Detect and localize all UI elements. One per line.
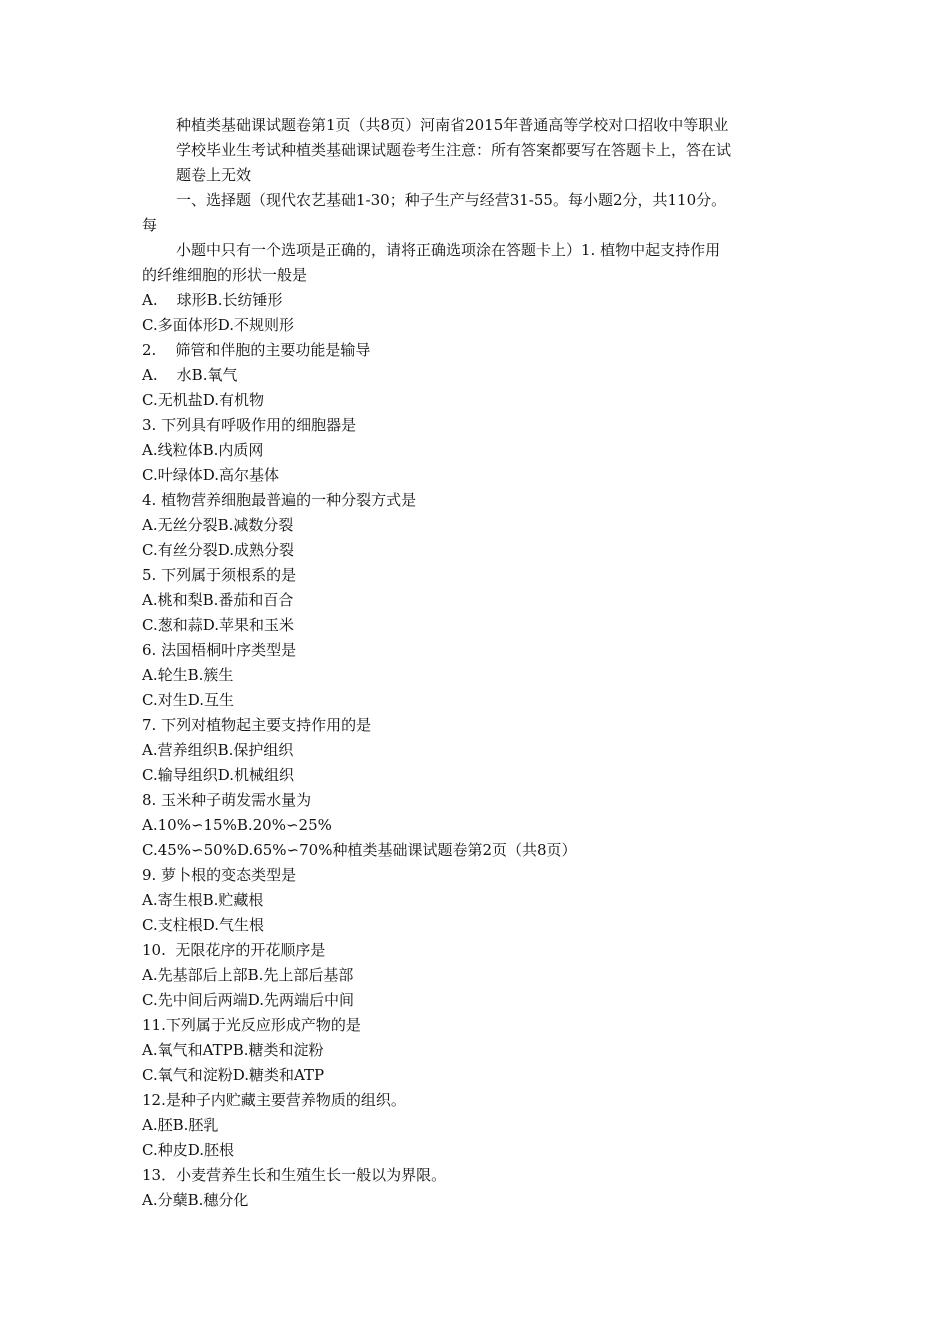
question-line: C.输导组织D.机械组织	[142, 766, 294, 784]
question-line: A.分蘖B.穗分化	[142, 1191, 249, 1209]
question-line: C.对生D.互生	[142, 691, 234, 709]
question-line: A.寄生根B.贮藏根	[142, 891, 264, 909]
document-body	[142, 188, 822, 1213]
header-line-3: 题卷上无效	[176, 166, 252, 184]
header-line-2: 学校毕业生考试种植类基础课试题卷考生注意：所有答案都要写在答题卡上，答在试	[176, 141, 732, 159]
question-line: 2. 筛管和伴胞的主要功能是输导	[142, 341, 371, 359]
question-line: C.叶绿体D.高尔基体	[142, 466, 279, 484]
question-line: A.营养组织B.保护组织	[142, 741, 294, 759]
question-line: A. 水B.氧气	[142, 366, 238, 384]
section-instruction-line-1: 一、选择题（现代农艺基础1-30；种子生产与经营31-55。每小题2分，共110分。	[176, 191, 727, 209]
question-line: C.葱和蒜D.苹果和玉米	[142, 616, 294, 634]
question-line: 11.下列属于光反应形成产物的是	[142, 1016, 361, 1034]
question-line: 8. 玉米种子萌发需水量为	[142, 791, 312, 809]
question-line: C.种皮D.胚根	[142, 1141, 234, 1159]
question-line: A.桃和梨B.番茄和百合	[142, 591, 294, 609]
question-line: C.氧气和淀粉D.糖类和ATP	[142, 1066, 325, 1084]
question-line: C.先中间后两端D.先两端后中间	[142, 991, 354, 1009]
header-line-1: 种植类基础课试题卷第1页（共8页）河南省2015年普通高等学校对口招收中等职业	[176, 116, 729, 134]
question-line: C.45%∽50%D.65%∽70%种植类基础课试题卷第2页（共8页）	[142, 841, 577, 859]
question-line: 7. 下列对植物起主要支持作用的是	[142, 716, 372, 734]
question-line: C.多面体形D.不规则形	[142, 316, 294, 334]
question-line: A.胚B.胚乳	[142, 1116, 219, 1134]
question-line: 6. 法国梧桐叶序类型是	[142, 641, 297, 659]
question-line: A.10%∽15%B.20%∽25%	[142, 816, 332, 834]
question-line: 12.是种子内贮藏主要营养物质的组织。	[142, 1091, 406, 1109]
question-line: C.无机盐D.有机物	[142, 391, 264, 409]
section-instruction-line-2: 每	[142, 216, 158, 234]
section-instruction-line-3: 小题中只有一个选项是正确的，请将正确选项涂在答题卡上）1. 植物中起支持作用	[176, 241, 721, 259]
question-line: A.无丝分裂B.减数分裂	[142, 516, 294, 534]
question-line: A.线粒体B.内质网	[142, 441, 264, 459]
question-line: 3. 下列具有呼吸作用的细胞器是	[142, 416, 357, 434]
question-line: A.氧气和ATPB.糖类和淀粉	[142, 1041, 324, 1059]
document-header	[176, 113, 816, 188]
question-line: 9. 萝卜根的变态类型是	[142, 866, 297, 884]
question-line: A.轮生B.簇生	[142, 666, 234, 684]
section-instruction-line-4: 的纤维细胞的形状一般是	[142, 266, 308, 284]
question-line: 10. 无限花序的开花顺序是	[142, 941, 326, 959]
question-list	[142, 288, 822, 1213]
question-line: C.有丝分裂D.成熟分裂	[142, 541, 294, 559]
question-line: C.支柱根D.气生根	[142, 916, 264, 934]
question-line: 13．小麦营养生长和生殖生长一般以为界限。	[142, 1166, 447, 1184]
question-line: A. 球形B.长纺锤形	[142, 291, 283, 309]
question-line: 4. 植物营养细胞最普遍的一种分裂方式是	[142, 491, 417, 509]
question-line: 5. 下列属于须根系的是	[142, 566, 297, 584]
question-line: A.先基部后上部B.先上部后基部	[142, 966, 354, 984]
